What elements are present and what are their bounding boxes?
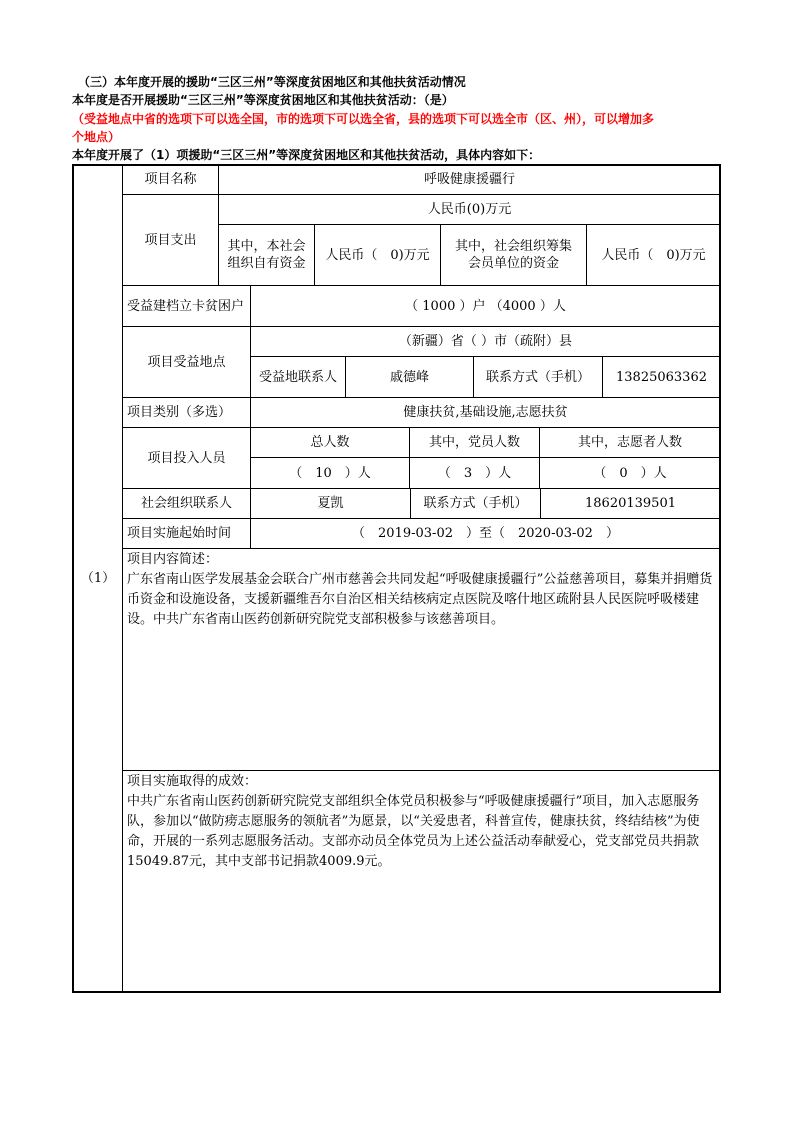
location-contact-phone: 13825063362 (602, 356, 721, 398)
staff-volunteer-value: （ 0 ）人 (539, 457, 721, 489)
org-contact-phone-label: 联系方式（手机） (410, 488, 541, 519)
project-content (122, 548, 721, 771)
location-contact-name: 戚德峰 (345, 356, 474, 398)
org-contact-phone: 18620139501 (540, 488, 721, 519)
raised-funds-label: 其中，社会组织筹集会员单位的资金 (440, 224, 587, 286)
result-text: 中共广东省南山医药创新研究院党支部组织全体党员积极参与“呼吸健康援疆行”项目，加入志愿服务队，参加以“做防痨志愿服务的领航者”为愿景，以“关爱患者，科普宣传，健康扶贫，终结结核”为使命，开展的一系列志愿服务活动。支部亦动员全体党员为上述公益活动奉献爱心，党支部党员共捐款15049.87元，其中支部书记捐款4009.9元。 (127, 794, 700, 869)
result-label: 项目实施取得的成效： (127, 774, 258, 789)
location-label: 项目受益地点 (122, 326, 251, 398)
location-note-line1: （受益地点中省的选项下可以选全国，市的选项下可以选全省，县的选项下可以选全市（区、州），可以增加多 (72, 112, 655, 126)
project-results (122, 770, 721, 993)
staff-total-value: （ 10 ）人 (250, 457, 410, 489)
section-title: （三）本年度开展的援助“三区三州”等深度贫困地区和其他扶贫活动情况 (78, 75, 466, 89)
content-text: 广东省南山医学发展基金会联合广州市慈善会共同发起“呼吸健康援疆行”公益慈善项目，募集并捐赠货币资金和设施设备，支援新疆维吾尔自治区相关结核病定点医院及喀什地区疏附县人民医院呼吸楼建设。中共广东省南山医药创新研究院党支部积极参与该慈善项目。 (127, 572, 713, 627)
staff-volunteer-label: 其中，志愿者人数 (539, 427, 721, 458)
staff-party-value: （ 3 ）人 (409, 457, 540, 489)
category-label: 项目类别（多选） (122, 397, 251, 428)
location-contact-label: 受益地联系人 (250, 356, 346, 398)
staff-party-label: 其中，党员人数 (409, 427, 540, 458)
org-contact-label: 社会组织联系人 (122, 488, 251, 519)
location-value: （新疆）省（ ）市（疏附）县 (250, 326, 721, 357)
period-label: 项目实施起始时间 (122, 518, 251, 549)
staff-label: 项目投入人员 (122, 427, 251, 489)
expense-label: 项目支出 (122, 194, 219, 286)
beneficiary-households-value: （ 1000 ）户 （4000 ）人 (250, 285, 721, 327)
expense-total-value: 人民币(0)万元 (218, 194, 721, 225)
period-value: （ 2019-03-02 ）至（ 2020-03-02 ） (250, 518, 721, 549)
location-note-line2: 个地点） (72, 130, 121, 144)
category-value: 健康扶贫,基础设施,志愿扶贫 (250, 397, 721, 428)
content-label: 项目内容简述： (127, 552, 219, 567)
raised-funds-value: 人民币（ 0)万元 (586, 224, 721, 286)
activity-question: 本年度是否开展援助“三区三州”等深度贫困地区和其他扶贫活动：（是） (72, 93, 454, 107)
org-contact-name: 夏凯 (250, 488, 411, 519)
activity-summary: 本年度开展了（1）项援助“三区三州”等深度贫困地区和其他扶贫活动，具体内容如下： (72, 148, 541, 162)
project-name-value: 呼吸健康援疆行 (218, 164, 721, 195)
staff-total-label: 总人数 (250, 427, 410, 458)
project-index: （1） (72, 164, 123, 993)
own-funds-value: 人民币（ 0)万元 (314, 224, 441, 286)
own-funds-label: 其中，本社会组织自有资金 (218, 224, 315, 286)
project-name-label: 项目名称 (122, 164, 219, 195)
beneficiary-households-label: 受益建档立卡贫困户 (122, 285, 251, 327)
location-contact-phone-label: 联系方式（手机） (473, 356, 603, 398)
